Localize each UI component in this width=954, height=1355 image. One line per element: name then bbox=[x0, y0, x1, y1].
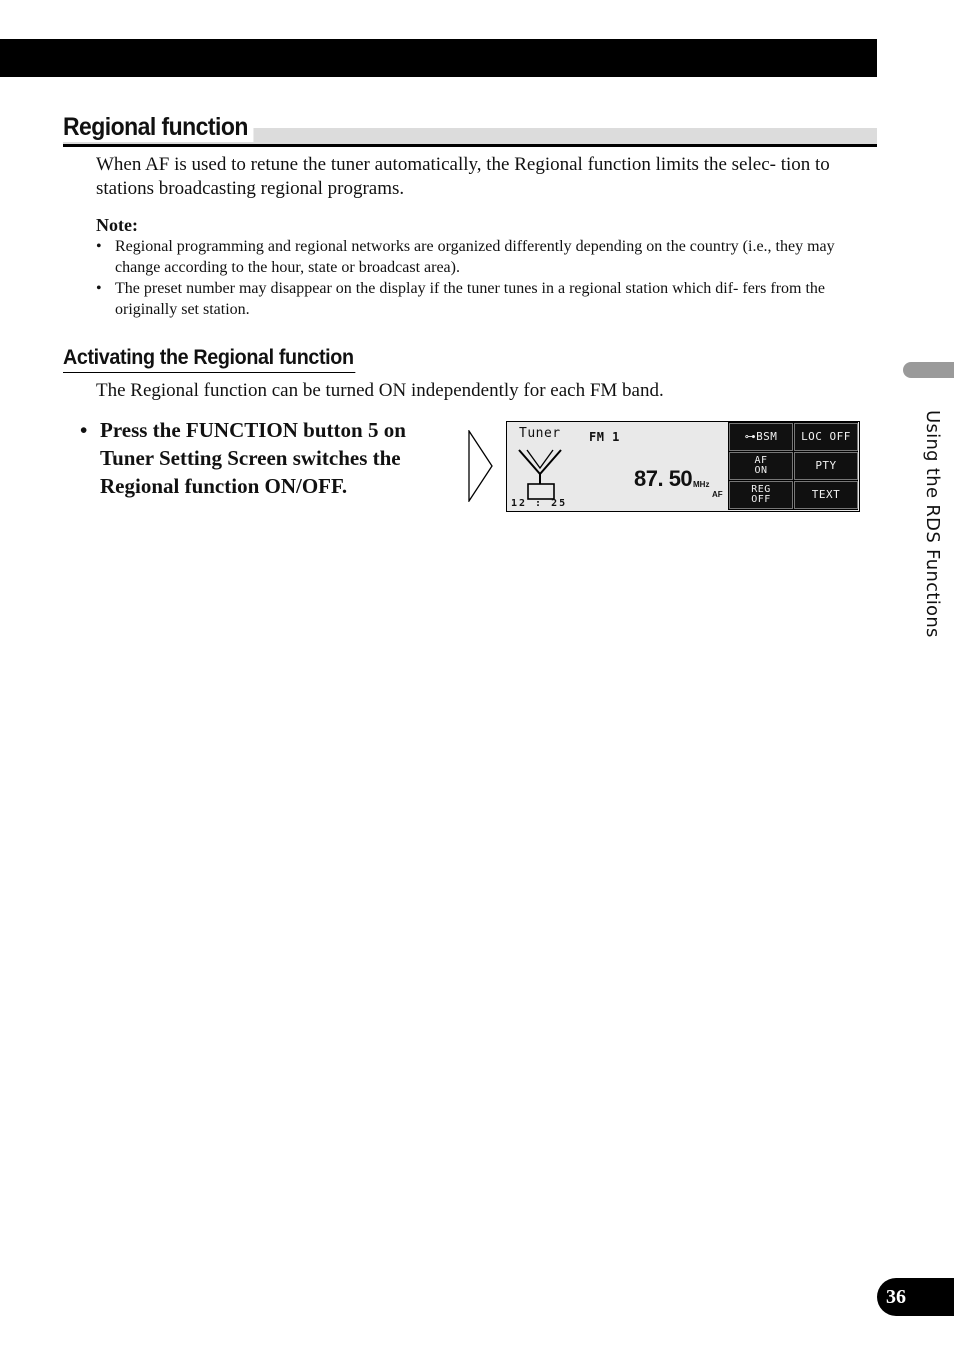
chapter-label bbox=[921, 410, 941, 682]
af-on-button[interactable] bbox=[729, 452, 793, 480]
display-af-indicator: AF bbox=[712, 490, 723, 499]
antenna-icon bbox=[515, 444, 565, 502]
display-frequency: 87. 50 bbox=[634, 466, 693, 491]
af-state: ON bbox=[754, 465, 768, 476]
bullet-icon: • bbox=[80, 418, 88, 442]
bullet-icon: • bbox=[96, 238, 102, 255]
subsection-paragraph: The Regional function can be turned ON independently for each FM band. bbox=[96, 380, 664, 401]
tuner-display bbox=[506, 421, 860, 512]
step-text: Press the FUNCTION button 5 on Tuner Setting Screen switches the Regional function ON/OFF. bbox=[100, 418, 406, 498]
note-text: Regional programming and regional networks are organized differently depending on the country (i.e., they may change according to the hour, state or broadcast area). bbox=[115, 238, 835, 276]
af-label: AF bbox=[754, 455, 768, 466]
subsection-title: Activating the Regional function bbox=[63, 344, 356, 373]
regional-off-button[interactable] bbox=[729, 481, 793, 509]
chapter-label-text: Using the RDS Functions bbox=[922, 410, 943, 638]
section-title: Regional function bbox=[63, 112, 253, 142]
note-item bbox=[96, 278, 836, 320]
intro-paragraph: When AF is used to retune the tuner automatically, the Regional function limits the selec- tion to stations broadcasting regional programs. bbox=[96, 154, 830, 199]
reg-label: REG bbox=[751, 484, 771, 495]
display-unit: MHz bbox=[693, 480, 710, 489]
display-info-area bbox=[507, 422, 728, 510]
note-title: Note: bbox=[96, 215, 138, 235]
bsm-button[interactable]: ⊶BSM bbox=[729, 423, 793, 451]
display-clock: 12 : 25 bbox=[511, 498, 568, 509]
arrow-right-icon bbox=[468, 430, 494, 502]
note-text: The preset number may disappear on the display if the tuner tunes in a regional station which dif- fers from the originally set station. bbox=[115, 280, 826, 318]
header-bar bbox=[0, 39, 877, 77]
display-source-label: Tuner bbox=[519, 426, 561, 441]
section-heading bbox=[63, 112, 877, 147]
pty-button[interactable]: PTY bbox=[794, 452, 858, 480]
bullet-icon: • bbox=[96, 280, 102, 297]
page-number: 36 bbox=[877, 1278, 954, 1316]
step-instruction bbox=[80, 416, 440, 500]
reg-state: OFF bbox=[751, 494, 771, 505]
text-button[interactable]: TEXT bbox=[794, 481, 858, 509]
note-item bbox=[96, 236, 836, 278]
chapter-tab bbox=[903, 362, 954, 378]
note-list bbox=[96, 236, 836, 320]
function-button-grid bbox=[728, 422, 858, 510]
local-off-button[interactable]: LOC OFF bbox=[794, 423, 858, 451]
display-band: FM 1 bbox=[589, 430, 620, 444]
